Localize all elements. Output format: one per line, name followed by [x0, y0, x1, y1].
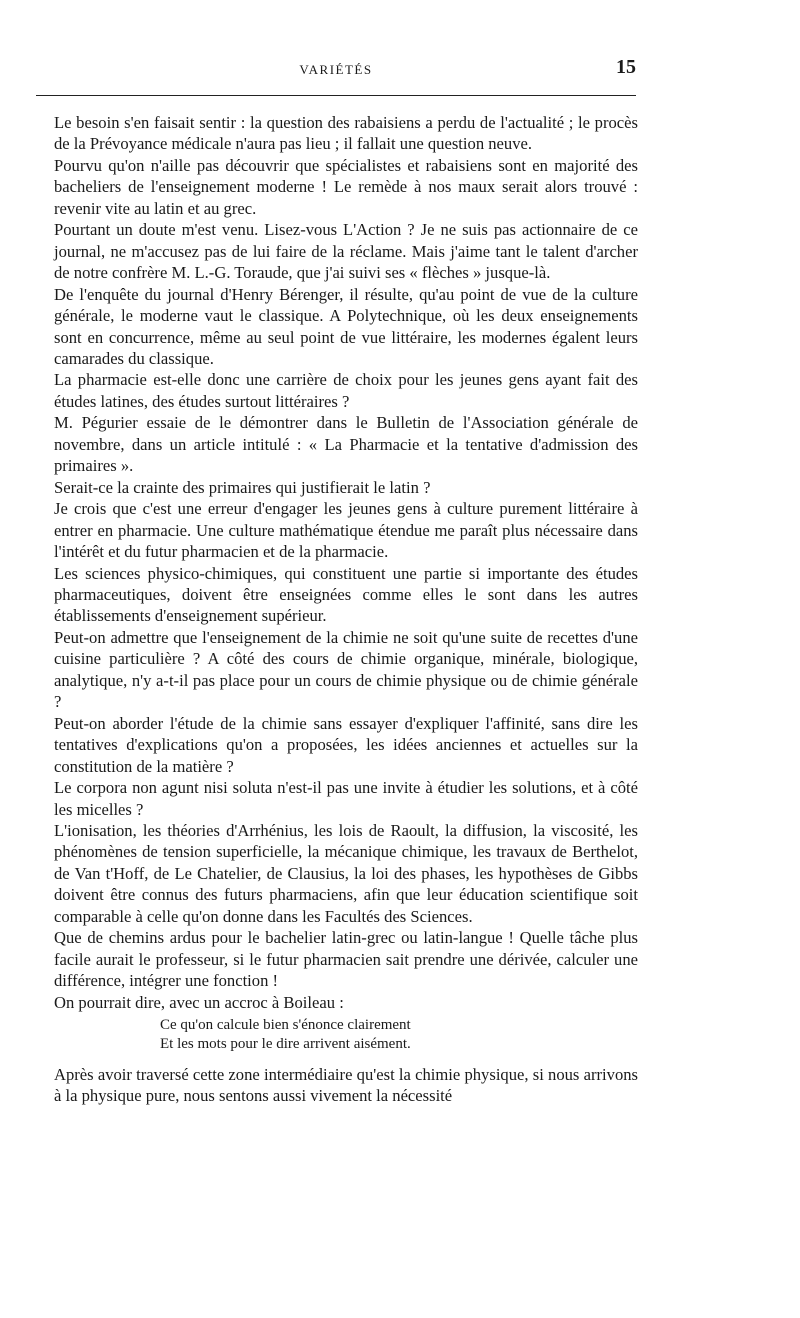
verse-line: Et les mots pour le dire arrivent aisément. — [160, 1036, 411, 1053]
paragraph: Je crois que c'est une erreur d'engager les jeunes gens à culture purement littéraire à entrer en pharmacie. Une culture mathématique étendue me paraît plus nécessaire dans l'intérêt et du futur pharmacien et de la pharmacie. — [54, 499, 638, 562]
paragraph: Le besoin s'en faisait sentir : la question des rabaisiens a perdu de l'actualité ; le procès de la Prévoyance médicale n'aura pas lieu ; il fallait une question neuve. — [54, 113, 638, 154]
paragraph: Que de chemins ardus pour le bachelier latin-grec ou latin-langue ! Quelle tâche plus facile aurait le professeur, si le futur pharmacien sait prendre une dérivée, calculer une différence, intégrer une fonction ! — [54, 928, 638, 991]
paragraph: Après avoir traversé cette zone intermédiaire qu'est la chimie physique, si nous arrivons à la physique pure, nous sentons aussi vivement la nécessité — [54, 1065, 638, 1106]
paragraph: Pourtant un doute m'est venu. Lisez-vous L'Action ? Je ne suis pas actionnaire de ce journal, ne m'accusez pas de lui faire de la réclame. Mais j'aime tant le talent d'archer de notre confrère M. L.-G. Toraude, que j'ai suivi ses « flèches » jusque-là. — [54, 220, 638, 283]
running-head: VARIÉTÉS — [299, 62, 373, 77]
paragraph: La pharmacie est-elle donc une carrière de choix pour les jeunes gens ayant fait des études latines, des études surtout littéraires ? — [54, 370, 638, 411]
verse-quotation — [54, 1016, 638, 1054]
paragraph: Peut-on aborder l'étude de la chimie sans essayer d'expliquer l'affinité, sans dire les tentatives d'explications qu'on a proposées, les idées anciennes et actuelles sur la constitution de la matière ? — [54, 713, 638, 776]
paragraph: Le corpora non agunt nisi soluta n'est-il pas une invite à étudier les solutions, et à côté les micelles ? — [54, 778, 638, 819]
paragraph: M. Pégurier essaie de le démontrer dans le Bulletin de l'Association générale de novembre, dans un article intitulé : « La Pharmacie et la tentative d'admission des primaires ». — [54, 413, 638, 476]
paragraph: L'ionisation, les théories d'Arrhénius, les lois de Raoult, la diffusion, la viscosité, les phénomènes de tension superficielle, la mécanique chimique, les travaux de Berthelot, de Van t'Hoff, de Le Chatelier, de Clausius, la loi des phases, les hypothèses de Gibbs doivent être connus des futurs pharmaciens, afin que leur éducation scientifique soit comparable à celle qu'on donne dans les Facultés des Sciences. — [54, 820, 638, 926]
paragraph: De l'enquête du journal d'Henry Bérenger, il résulte, qu'au point de vue de la culture générale, le moderne vaut le classique. A Polytechnique, où les deux enseignements sont en concurrence, même au seul point de vue littéraire, les modernes égalent leurs camarades du classique. — [54, 284, 638, 368]
paragraph: Serait-ce la crainte des primaires qui justifierait le latin ? — [54, 477, 431, 497]
article-body — [54, 112, 638, 1107]
paragraph: Peut-on admettre que l'enseignement de la chimie ne soit qu'une suite de recettes d'une cuisine particulière ? A côté des cours de chimie organique, minérale, biologique, analytique, n'y a-t-il pas place pour un cours de chimie physique ou de chimie générale ? — [54, 627, 638, 712]
verse-line: Ce qu'on calcule bien s'énonce clairement — [160, 1017, 411, 1034]
paragraph: Les sciences physico-chimiques, qui constituent une partie si importante des études pharmaceutiques, doivent être enseignées comme elles le sont dans les autres établissements d'enseignement supérieur. — [54, 563, 638, 626]
page-number: 15 — [616, 56, 636, 78]
header-rule — [36, 95, 636, 96]
paragraph: Pourvu qu'on n'aille pas découvrir que spécialistes et rabaisiens sont en majorité des bacheliers de l'enseignement moderne ! Le remède à nos maux serait alors trouvé : revenir vite au latin et au grec. — [54, 155, 638, 218]
page-header — [36, 56, 636, 80]
paragraph: On pourrait dire, avec un accroc à Boileau : — [54, 992, 344, 1012]
